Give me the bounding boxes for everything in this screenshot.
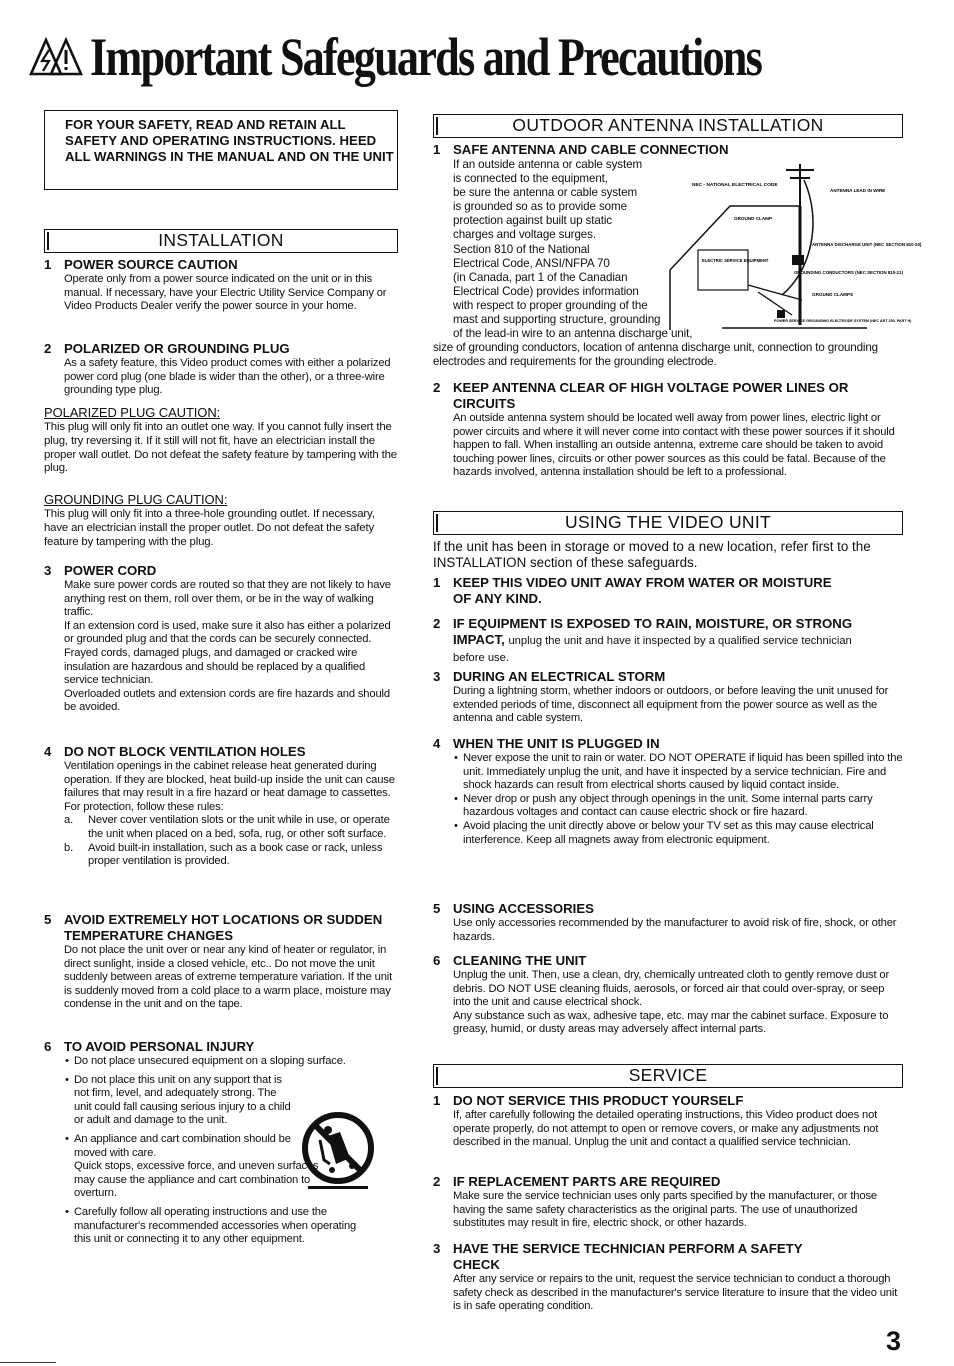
item-text: Operate only from a power source indicated on the unit or in this manual. If necessary, have your Electric Utility Service Company or Video Products Dealer verify the power source in your home. <box>64 273 387 313</box>
using-water <box>433 575 903 607</box>
item-text: After any service or repairs to the unit, request the service technician to conduct a thorough safety check as described in the manufacturer's service literature to insure that the video unit is in safe operating condition. <box>453 1273 898 1313</box>
diagram-label-ground-clamp: GROUND CLAMP <box>734 216 773 221</box>
outdoor-keep-clear <box>433 380 903 480</box>
diagram-label-power-ground: POWER SERVICE GROUNDING ELECTRODE SYSTEM (NEC ART 250, PART H) <box>774 319 912 323</box>
bullet-item: • Carefully follow all operating instructions and use the manufacturer's recommended accessories when operating this unit or connecting it to any other equipment. <box>44 1206 374 1247</box>
installation-power-cord <box>44 563 400 715</box>
bullet-item: • Never expose the unit to rain or water. DO NOT OPERATE if liquid has been spilled into the unit. Immediately unplug the unit, and have it inspected by a service technician. Fire and shock hazards can result from electrical shorts caused by liquid contact inside. <box>433 752 903 793</box>
title-bar <box>30 22 930 92</box>
diagram-label-electric-service: ELECTRIC SERVICE EQUIPMENT <box>702 258 769 263</box>
item-text: Do not place the unit over or near any kind of heater or regulator, in direct sunlight, inside a closed vehicle, etc.. Do not move the unit suddenly between areas of extreme temperature variation. If the unit is suddenly moved from a cold place to a warm place, moisture may condense in the unit and on the tape. <box>64 944 393 1011</box>
diagram-label-discharge: ANTENNA DISCHARGE UNIT (NEC SECTION 810-20) <box>812 242 922 247</box>
item-heading: 2 IF EQUIPMENT IS EXPOSED TO RAIN, MOISTURE, OR STRONG IMPACT, unplug the unit and have it inspected by a qualified service technician before use. <box>433 616 853 664</box>
safety-read-notice: FOR YOUR SAFETY, READ AND RETAIN ALL SAFETY AND OPERATING INSTRUCTIONS. HEED ALL WARNINGS IN THE MANUAL AND ON THE UNIT <box>44 110 398 190</box>
item-heading: 2 POLARIZED OR GROUNDING PLUG <box>44 341 290 356</box>
item-text: Quick stops, excessive force, and uneven surfaces may cause the appliance and cart combination to overturn. <box>74 1160 319 1200</box>
service-safety-check <box>433 1241 903 1314</box>
installation-hot-locations <box>44 912 400 1012</box>
item-text: Any substance such as wax, adhesive tape, etc. may mar the cabinet surface. Exposure to greasy, humid, or dusty areas may adversely affect internal parts. <box>453 1009 889 1036</box>
item-heading: 6 CLEANING THE UNIT <box>433 953 587 968</box>
using-storm <box>433 669 903 726</box>
item-text: As a safety feature, this Video product comes with either a polarized power cord plug (one blade is wider than the other), or a three-wire grounding type plug. <box>64 357 391 397</box>
diagram-label-nec: NEC - NATIONAL ELECTRICAL CODE <box>692 183 778 188</box>
item-heading: 5 USING ACCESSORIES <box>433 901 594 916</box>
item-heading: 2 IF REPLACEMENT PARTS ARE REQUIRED <box>433 1174 721 1189</box>
bullet-item: • Do not place unsecured equipment on a sloping surface. <box>44 1055 400 1069</box>
item-text: An outside antenna system should be located well away from power lines, electric light or power circuits and where it will never come into contact with these power sources if it should happen to fall. When installing an outside antenna, extreme care should be taken to avoid touching power lines, circuits or other power sources as this could be fatal. Because of the hazards involved, antenna installation should be left to a professional. <box>453 412 895 479</box>
item-heading: 3 HAVE THE SERVICE TECHNICIAN PERFORM A SAFETY CHECK <box>433 1241 803 1272</box>
using-video-unit-header <box>433 511 903 535</box>
item-heading: 1 SAFE ANTENNA AND CABLE CONNECTION <box>433 142 729 157</box>
item-heading: 1 POWER SOURCE CAUTION <box>44 257 238 272</box>
item-text: Overloaded outlets and extension cords are fire hazards and should be avoided. <box>64 687 390 714</box>
outdoor-antenna-header-label: OUTDOOR ANTENNA INSTALLATION <box>512 115 824 135</box>
polarized-caution-text: This plug will only fit into an outlet one way. If you cannot fully insert the plug, try reversing it. If it still will not fit, have an electrician install the proper wall outlet. Do not defeat the safety feature by tampering with the plug. <box>44 421 397 475</box>
service-header-label: SERVICE <box>628 1065 708 1085</box>
item-heading: 5 AVOID EXTREMELY HOT LOCATIONS OR SUDDEN TEMPERATURE CHANGES <box>44 912 383 943</box>
using-rain <box>433 616 903 666</box>
polarized-plug-caution <box>44 405 400 476</box>
service-replacement-parts <box>433 1174 903 1231</box>
installation-power-source <box>44 257 400 314</box>
item-heading: 3 DURING AN ELECTRICAL STORM <box>433 669 666 684</box>
rule-item: a. Never cover ventilation slots or the unit while in use, or operate the unit when placed on a bed, sofa, rug, or other soft surface. <box>64 814 390 840</box>
using-intro-text: If the unit has been in storage or moved to a new location, refer first to the INSTALLATION section of these safeguards. <box>433 539 871 570</box>
installation-header <box>44 229 398 253</box>
outdoor-antenna-header <box>433 114 903 138</box>
page-number: 3 <box>886 1326 902 1356</box>
using-cleaning <box>433 953 903 1037</box>
service-do-not <box>433 1093 903 1150</box>
item-text: Unplug the unit. Then, use a clean, dry, chemically untreated cloth to gently remove dust or debris. DO NOT USE cleaning fluids, aerosols, or forced air that could over-spray, or seep into the unit and cause electrical shock. <box>453 969 890 1009</box>
diagram-label-clamps: GROUND CLAMPS <box>812 292 854 297</box>
grounding-caution-text: This plug will only fit into a three-hole grounding outlet. If necessary, have an electrician install the proper outlet. Do not defeat the safety feature by tampering with the plug. <box>44 508 375 548</box>
item-heading: 1 DO NOT SERVICE THIS PRODUCT YOURSELF <box>433 1093 744 1108</box>
installation-header-label: INSTALLATION <box>158 230 284 250</box>
item-heading: 4 WHEN THE UNIT IS PLUGGED IN <box>433 736 660 751</box>
diagram-label-lead-in: ANTENNA LEAD IN WIRE <box>830 188 886 193</box>
using-video-unit-header-label: USING THE VIDEO UNIT <box>565 512 771 532</box>
item-heading: 4 DO NOT BLOCK VENTILATION HOLES <box>44 744 306 759</box>
bullet-item: • Never drop or push any object through openings in the unit. Some internal parts carry hazardous voltages and contact can cause electric shock or fire hazard. <box>433 793 903 820</box>
installation-polarized-plug <box>44 341 400 398</box>
grounding-caution-title: GROUNDING PLUG CAUTION: <box>44 492 228 507</box>
using-accessories <box>433 901 903 944</box>
item-text: During a lightning storm, whether indoors or outdoors, or before leaving the unit unused for extended periods of time, disconnect all equipment from the power source as well as the antenna and cable system. <box>453 685 889 725</box>
item-text: size of grounding conductors, location of antenna discharge unit, connection to grounding electrodes and requirements for the grounding electrode. <box>433 341 878 369</box>
item-text: Make sure power cords are routed so that they are not likely to have anything rest on them, roll over them, or be in the way of walking traffic. <box>64 579 391 619</box>
installation-ventilation <box>44 744 400 869</box>
polarized-caution-title: POLARIZED PLUG CAUTION: <box>44 405 221 420</box>
warning-icons <box>30 36 82 78</box>
item-text: Make sure the service technician uses only parts specified by the manufacturer, or those having the same safety characteristics as the original parts. The use of unauthorized substitutes may result in fire, electric shock, or other hazards. <box>453 1190 877 1230</box>
using-intro <box>433 539 893 571</box>
cart-tip-warning-icon <box>300 1108 376 1194</box>
grounding-plug-caution <box>44 492 400 549</box>
item-text: For protection, follow these rules: <box>64 800 224 813</box>
item-text: If an extension cord is used, make sure it also has either a polarized or grounded plug and that the cords can be securely connected. <box>64 619 391 646</box>
item-heading: 3 POWER CORD <box>44 563 157 578</box>
item-text: If, after carefully following the detailed operating instructions, this Video product does not operate properly, do not attempt to open or remove covers, or make any adjustments not described in the manual. Unplug the unit and contact a qualified service technician. <box>453 1109 879 1149</box>
item-heading: 6 TO AVOID PERSONAL INJURY <box>44 1039 255 1054</box>
antenna-grounding-diagram <box>662 160 922 342</box>
bullet-item: • Avoid placing the unit directly above or below your TV set as this may cause electrical interference. Keep all magnets away from electronic equipment. <box>433 820 903 847</box>
safe-antenna-lines: If an outside antenna or cable system is connected to the equipment, be sure the antenna or cable system is grounded so as to provide some protection against built up static charges and voltage surges. Section 810 of the National Electrical Code, ANSI/NFPA 70 (in Canada, part 1 of the Canadian Electrical Code) provides information with respect to proper grounding of the mast and supporting structure, grounding of the lead-in wire to an antenna discharge unit, <box>453 158 693 341</box>
bullet-item: • An appliance and cart combination should be moved with care. <box>44 1133 296 1160</box>
item-heading: 2 KEEP ANTENNA CLEAR OF HIGH VOLTAGE POWER LINES OR CIRCUITS <box>433 380 849 411</box>
lightning-warning-icon <box>30 36 82 78</box>
item-text: Ventilation openings in the cabinet release heat generated during operation. If they are blocked, heat build-up inside the unit can cause failures that may result in a fire hazard or heat damage to cassettes. <box>64 760 395 800</box>
service-header <box>433 1064 903 1088</box>
diagram-label-conductors: GROUNDING CONDUCTORS (NEC SECTION 810-21) <box>794 270 903 275</box>
using-plugged-in <box>433 736 903 847</box>
rule-item: b. Avoid built-in installation, such as a book case or rack, unless proper ventilation is provided. <box>64 841 383 868</box>
bullet-item: • Do not place this unit on any support that is not firm, level, and adequately strong. The unit could fall causing serious injury to a child or adult and damage to the unit. <box>44 1074 296 1128</box>
page-title: Important Safeguards and Precautions <box>90 27 762 87</box>
item-text: Use only accessories recommended by the manufacturer to avoid risk of fire, shock, or other hazards. <box>453 917 897 943</box>
item-text: Frayed cords, damaged plugs, and damaged or cracked wire insulation are hazardous and should be replaced by a qualified service technician. <box>64 646 366 687</box>
bottom-rule <box>0 1362 56 1363</box>
item-heading: 1 KEEP THIS VIDEO UNIT AWAY FROM WATER OR MOISTURE OF ANY KIND. <box>433 575 832 606</box>
